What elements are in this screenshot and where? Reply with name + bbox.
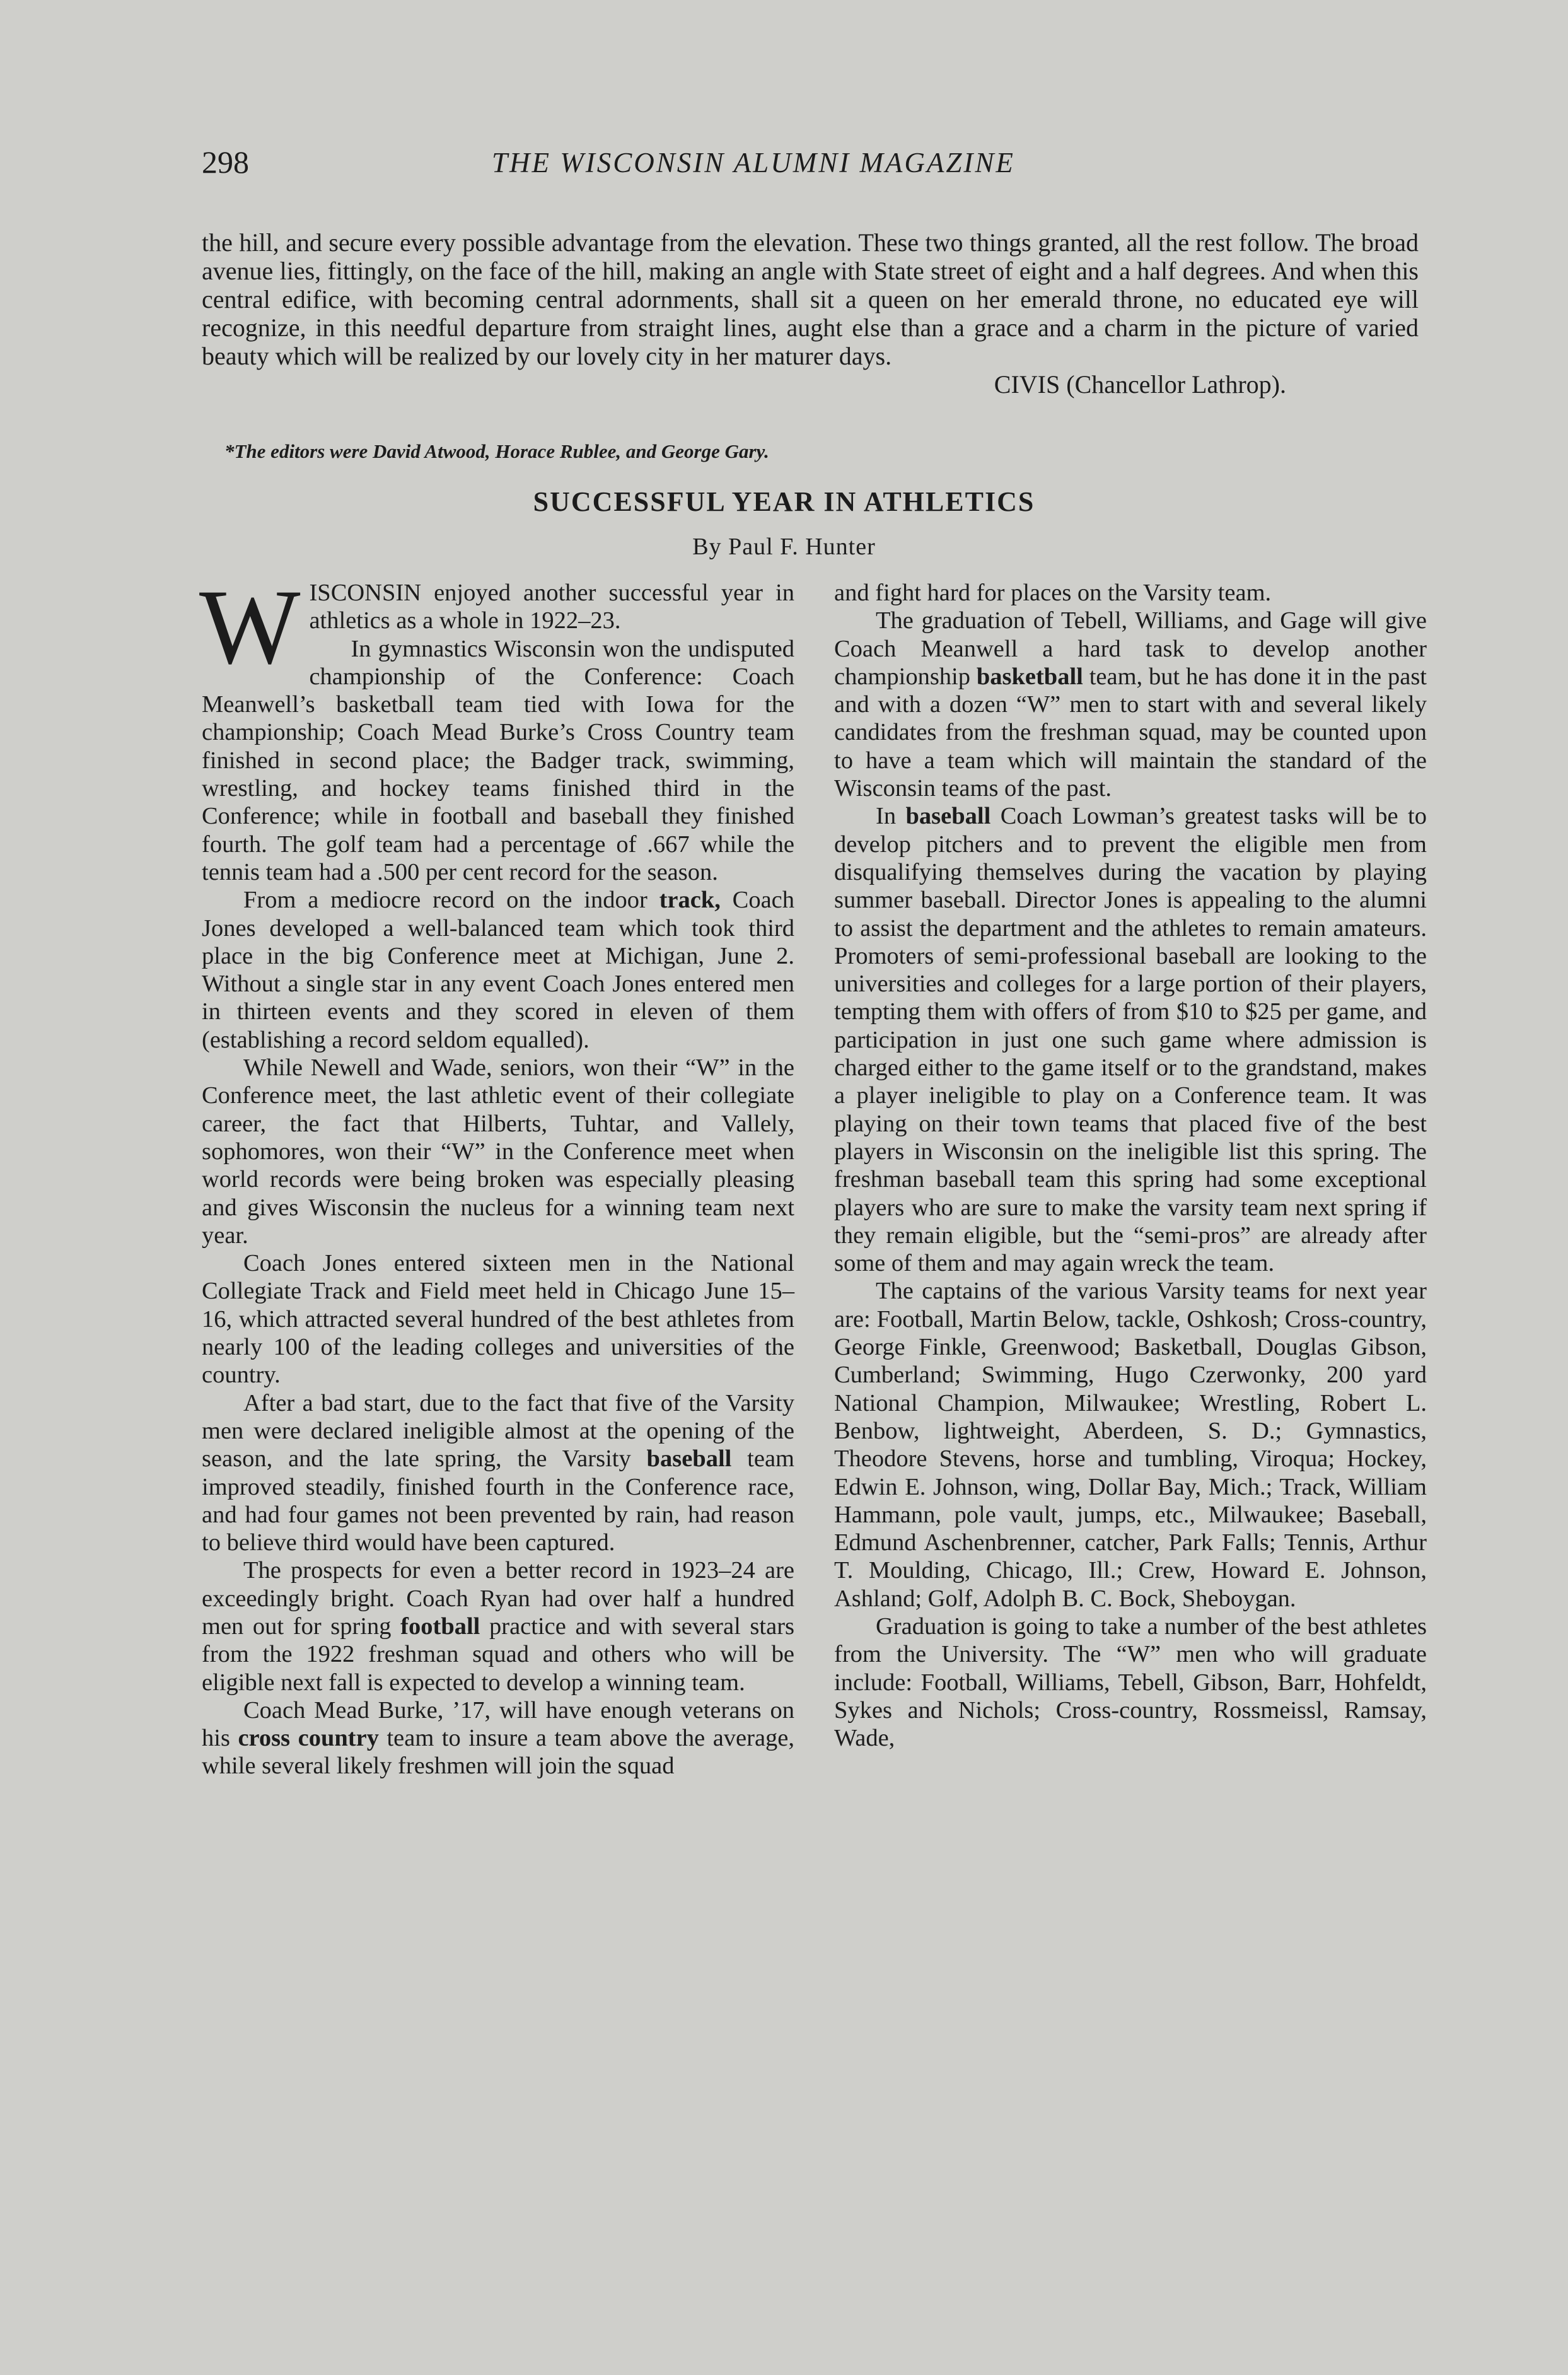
- intro-text: the hill, and secure every possible advantage from the elevation. These two things granted, all the rest follow. The broad avenue lies, fittingly, on the face of the hill, making an angle with State street of eight and a half degrees. And when this central edifice, with becoming central adornments, shall sit a queen on her emerald throne, no educated eye will recognize, in this needful departure from straight lines, aught else than a grace and a charm in the picture of varied beauty which will be realized by our lovely city in her maturer days.: [202, 228, 1419, 370]
- magazine-title: THE WISCONSIN ALUMNI MAGAZINE: [492, 147, 1015, 178]
- paragraph: After a bad start, due to the fact that five of the Varsity men were declared ineligible almost at the opening of the season, and the late spring, the Varsity baseball team improved steadily, finished fourth in the Conference race, and had four games not been prevented by rain, had reason to believe third would have been captured.: [202, 1389, 794, 1556]
- intro-signature: CIVIS (Chancellor Lathrop).: [994, 370, 1286, 399]
- paragraph: Graduation is going to take a number of the best athletes from the University. The “W” men who will graduate include: Football, Williams, Tebell, Gibson, Barr, Hohfeldt, Sykes and Nichols; Cross-country, Rossmeissl, Ramsay, Wade,: [834, 1613, 1427, 1752]
- paragraph: Coach Mead Burke, ’17, will have enough veterans on his cross country team to insure a team above the average, while several likely freshmen will join the squad: [202, 1696, 794, 1780]
- paragraph: While Newell and Wade, seniors, won their “W” in the Conference meet, the last athletic event of their collegiate career, the fact that Hilberts, Tuhtar, and Vallely, sophomores, won their “W” in the Conference meet when world records were being broken was especially pleasing and gives Wisconsin the nucleus for a winning team next year.: [202, 1054, 794, 1249]
- article-title: SUCCESSFUL YEAR IN ATHLETICS: [533, 486, 1035, 517]
- paragraph: The prospects for even a better record in 1923–24 are exceedingly bright. Coach Ryan had over half a hundred men out for spring football practice and with several stars from the 1922 freshman squad and others who will be eligible next fall is expected to develop a winning team.: [202, 1557, 794, 1696]
- paragraph: The captains of the various Varsity teams for next year are: Football, Martin Below, tackle, Oshkosh; Cross-country, George Finkle, Greenwood; Basketball, Douglas Gibson, Cumberland; Swimming, Hugo Czerwonky, 200 yard National Champion, Milwaukee; Wrestling, Robert L. Benbow, lightweight, Aberdeen, S. D.; Gymnastics, Theodore Stevens, horse and tumbling, Viroqua; Hockey, Edwin E. Johnson, wing, Dollar Bay, Mich.; Track, William Hammann, pole vault, jumps, etc., Milwaukee; Baseball, Edmund Aschenbrenner, catcher, Park Falls; Tennis, Arthur T. Moulding, Chicago, Ill.; Crew, Howard E. Johnson, Ashland; Golf, Adolph B. C. Bock, Sheboygan.: [834, 1278, 1427, 1612]
- paragraph: In baseball Coach Lowman’s greatest tasks will be to develop pitchers and to prevent the eligible men from disqualifying themselves during the vacation by playing summer baseball. Director Jones is appealing to the alumni to assist the department and the athletes to remain amateurs. Promoters of semi-professional baseball are looking to the universities and colleges for a large portion of their players, tempting them with offers of from $10 to $25 per game, and participation in just one such game where admission is charged either to the game itself or to the grandstand, makes a player ineligible to play on a Conference team. It was playing on their town teams that placed five of the best players in Wisconsin on the ineligible list this spring. The freshman baseball team this spring had some exceptional players who are sure to make the varsity team next spring if they remain eligible, but the “semi-pros” are already after some of them and may again wreck the team.: [834, 803, 1427, 1277]
- article-byline: By Paul F. Hunter: [692, 534, 876, 560]
- article-column-left: [199, 568, 794, 1780]
- article-column-right: [834, 579, 1427, 1752]
- paragraph: The graduation of Tebell, Williams, and Gage will give Coach Meanwell a hard task to develop another championship basketball team, but he has done it in the past and with a dozen “W” men to start with and several likely candidates from the freshman squad, may be counted upon to have a team which will maintain the standard of the Wisconsin teams of the past.: [834, 607, 1427, 802]
- paragraph: and fight hard for places on the Varsity team.: [834, 580, 1272, 606]
- paragraph: Coach Jones entered sixteen men in the National Collegiate Track and Field meet held in Chicago June 15–16, which attracted several hundred of the best athletes from nearly 100 of the leading colleges and universities of the country.: [202, 1250, 794, 1389]
- paragraph: In gymnastics Wisconsin won the undisputed championship of the Conference: Coach Meanwell’s basketball team tied with Iowa for the championship; Coach Mead Burke’s Cross Country team finished in second place; the Badger track, swimming, wrestling, and hockey teams finished third in the Conference; while in football and baseball they finished fourth. The golf team had a percentage of .667 while the tennis team had a .500 per cent record for the season.: [202, 635, 794, 885]
- drop-cap: W: [199, 568, 301, 686]
- page-number: 298: [202, 144, 249, 180]
- opening-paragraph: WISCONSIN enjoyed another successful year in athletics as a whole in 1922–23.: [199, 568, 794, 686]
- intro-paragraph-block: [202, 228, 1419, 399]
- paragraph: From a mediocre record on the indoor track, Coach Jones developed a well-balanced team which took third place in the big Conference meet at Michigan, June 2. Without a single star in any event Coach Jones entered men in thirteen events and they scored in eleven of them (establishing a record seldom equalled).: [202, 887, 794, 1053]
- page-header: [202, 144, 1425, 188]
- editors-footnote: *The editors were David Atwood, Horace Rublee, and George Gary.: [224, 440, 769, 462]
